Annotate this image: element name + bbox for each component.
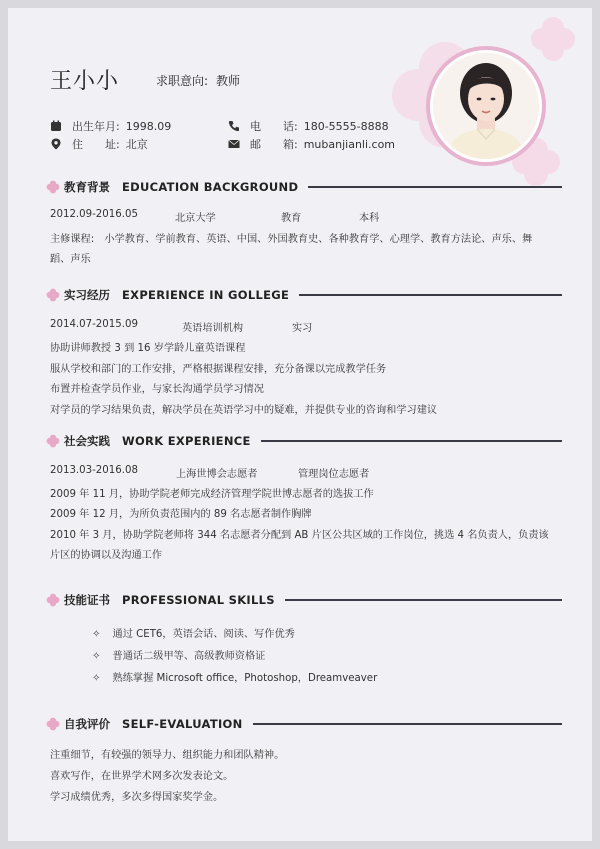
practice-period: 2013.03-2016.08 xyxy=(50,465,138,476)
calendar-icon xyxy=(50,120,62,132)
phone-icon xyxy=(228,120,240,132)
practice-item: 片区的协调以及沟通工作 xyxy=(50,550,163,561)
internship-period: 2014.07-2015.09 xyxy=(50,319,138,330)
section-education xyxy=(46,179,562,195)
section-title-en: EXPERIENCE IN GOLLEGE xyxy=(122,288,290,302)
profile-photo-frame xyxy=(426,46,546,166)
section-divider xyxy=(285,599,562,601)
diamond-bullet-icon: ✧ xyxy=(92,651,101,662)
education-major: 教育 xyxy=(281,213,302,224)
email-icon xyxy=(228,138,240,150)
self-eval-item: 学习成绩优秀，多次多得国家奖学金。 xyxy=(50,792,224,803)
internship-item: 对学员的学习结果负责，解决学员在英语学习中的疑难，并提供专业的咨询和学习建议 xyxy=(50,405,438,416)
education-school: 北京大学 xyxy=(175,213,216,224)
petal-icon xyxy=(46,434,60,448)
internship-org: 英语培训机构 xyxy=(182,323,244,334)
address-label: 住 址: xyxy=(72,138,120,151)
section-title-cn: 社会实践 xyxy=(64,434,110,448)
petal-icon xyxy=(46,180,60,194)
internship-item: 服从学校和部门的工作安排，严格根据课程安排，充分备课以完成教学任务 xyxy=(50,364,387,375)
email-value: mubanjianli.com xyxy=(303,137,396,151)
practice-role: 管理岗位志愿者 xyxy=(298,469,370,480)
job-intent xyxy=(156,72,248,89)
education-courses-cont: 蹈、声乐 xyxy=(50,254,91,265)
section-practice xyxy=(46,433,562,449)
petal-icon xyxy=(46,593,60,607)
section-divider xyxy=(261,440,562,442)
section-divider xyxy=(299,294,562,296)
self-eval-item: 喜欢写作，在世界学术网多次发表论文。 xyxy=(50,771,234,782)
internship-role: 实习 xyxy=(292,323,313,334)
education-period: 2012.09-2016.05 xyxy=(50,209,138,220)
practice-org: 上海世博会志愿者 xyxy=(176,469,258,480)
education-entry xyxy=(50,209,379,224)
section-title-en: WORK EXPERIENCE xyxy=(122,434,251,448)
self-eval-item: 注重细节，有较强的领导力、组织能力和团队精神。 xyxy=(50,750,285,761)
skill-item xyxy=(92,647,265,662)
petal-icon xyxy=(46,717,60,731)
practice-item: 2009 年 11 月，协助学院老师完成经济管理学院世博志愿者的选拔工作 xyxy=(50,489,374,500)
section-divider xyxy=(253,723,562,725)
resume-page xyxy=(8,8,592,841)
practice-item: 2009 年 12 月，为所负责范围内的 89 名志愿者制作胸牌 xyxy=(50,509,312,520)
address-value: 北京 xyxy=(125,138,148,151)
education-degree: 本科 xyxy=(359,213,380,224)
section-title-en: PROFESSIONAL SKILLS xyxy=(122,593,275,607)
phone-value: 180-5555-8888 xyxy=(303,119,389,133)
skill-item xyxy=(92,625,295,640)
email-label: 邮 箱: xyxy=(250,138,298,151)
section-title-en: SELF-EVALUATION xyxy=(122,717,243,731)
location-icon xyxy=(50,138,62,150)
skill-item xyxy=(92,669,377,684)
diamond-bullet-icon: ✧ xyxy=(92,629,101,640)
address-info xyxy=(50,136,148,152)
birth-info xyxy=(50,118,171,134)
portrait-icon xyxy=(433,53,539,159)
skill-text: 熟练掌握 Microsoft office，Photoshop，Dreamveaver xyxy=(112,673,378,684)
internship-item: 布置并检查学员作业，与家长沟通学员学习情况 xyxy=(50,384,264,395)
email-info xyxy=(228,136,395,152)
internship-entry xyxy=(50,319,312,334)
section-title-cn: 自我评价 xyxy=(64,717,110,731)
skill-text: 普通话二级甲等、高级教师资格证 xyxy=(112,651,266,662)
section-self-evaluation xyxy=(46,716,562,732)
job-intent-label: 求职意向: xyxy=(156,74,209,88)
phone-label: 电 话: xyxy=(250,120,298,133)
section-divider xyxy=(308,186,562,188)
candidate-name: 王小小 xyxy=(50,69,120,94)
section-title-cn: 实习经历 xyxy=(64,288,110,302)
section-skills xyxy=(46,592,562,608)
internship-item: 协助讲师教授 3 到 16 岁学龄儿童英语课程 xyxy=(50,343,246,354)
section-title-en: EDUCATION BACKGROUND xyxy=(122,180,299,194)
birth-label: 出生年月: xyxy=(72,120,120,133)
practice-entry xyxy=(50,465,369,480)
skill-text: 通过 CET6，英语会话、阅读、写作优秀 xyxy=(112,629,295,640)
section-title-cn: 技能证书 xyxy=(64,593,110,607)
section-title-cn: 教育背景 xyxy=(64,180,110,194)
profile-photo xyxy=(430,50,542,162)
petal-icon xyxy=(46,288,60,302)
birth-value: 1998.09 xyxy=(125,119,172,133)
section-internship xyxy=(46,287,562,303)
diamond-bullet-icon: ✧ xyxy=(92,673,101,684)
job-intent-value: 教师 xyxy=(216,74,241,88)
phone-info xyxy=(228,118,389,134)
education-courses: 主修课程: 小学教育、学前教育、英语、中国、外国教育史、各种教育学、心理学、教育方法论、声乐、舞 xyxy=(50,234,533,245)
practice-item: 2010 年 3 月，协助学院老师将 344 名志愿者分配到 AB 片区公共区域的工作岗位，挑选 4 名负责人，负责该 xyxy=(50,530,549,541)
decorative-flower-small xyxy=(528,14,578,64)
